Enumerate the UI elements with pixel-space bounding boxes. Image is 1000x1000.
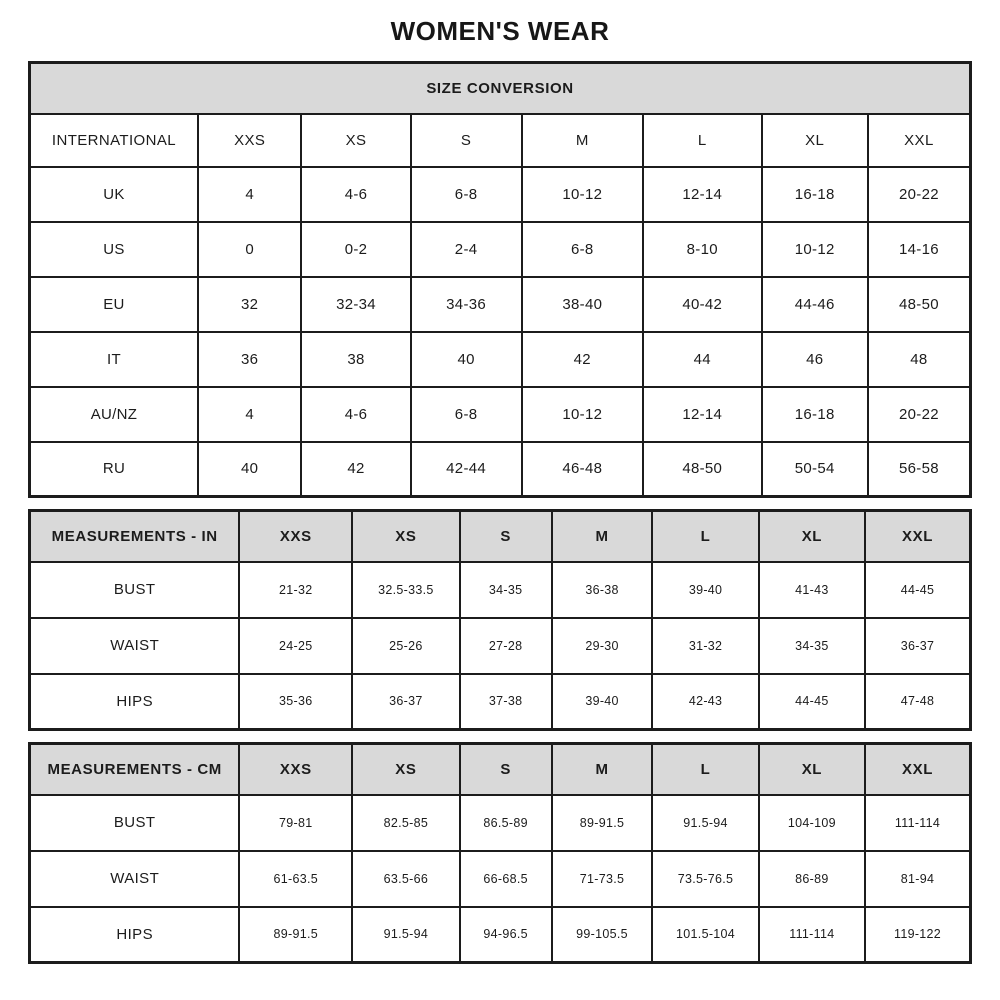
row-label: HIPS xyxy=(30,907,240,963)
size-cell: 42 xyxy=(301,442,410,497)
table-title-row xyxy=(30,63,971,114)
measurement-cell: 34-35 xyxy=(759,618,865,674)
row-label: WAIST xyxy=(30,851,240,907)
measurement-cell: 36-38 xyxy=(552,562,653,618)
measurement-cell: 104-109 xyxy=(759,795,865,851)
measurement-cell: 86-89 xyxy=(759,851,865,907)
measurement-cell: 61-63.5 xyxy=(239,851,352,907)
size-cell: 16-18 xyxy=(762,387,868,442)
size-cell: 10-12 xyxy=(762,222,868,277)
measurement-cell: 39-40 xyxy=(652,562,758,618)
size-cell: 6-8 xyxy=(411,387,522,442)
column-header: XXS xyxy=(198,114,302,167)
size-cell: 32 xyxy=(198,277,302,332)
measurements-cm-title: MEASUREMENTS - CM xyxy=(30,744,240,795)
row-label: HIPS xyxy=(30,674,240,730)
table-row xyxy=(30,442,971,497)
size-cell: 12-14 xyxy=(643,387,762,442)
size-cell: 2-4 xyxy=(411,222,522,277)
column-header: XXL xyxy=(868,114,971,167)
column-header-row xyxy=(30,114,971,167)
column-header: XL xyxy=(762,114,868,167)
size-cell: 20-22 xyxy=(868,387,971,442)
size-cell: 50-54 xyxy=(762,442,868,497)
measurement-cell: 73.5-76.5 xyxy=(652,851,758,907)
measurement-cell: 21-32 xyxy=(239,562,352,618)
row-label: RU xyxy=(30,442,198,497)
size-cell: 42-44 xyxy=(411,442,522,497)
size-cell: 40 xyxy=(411,332,522,387)
measurement-cell: 63.5-66 xyxy=(352,851,459,907)
measurement-cell: 111-114 xyxy=(759,907,865,963)
column-header: L xyxy=(652,511,758,562)
measurements-cm-table xyxy=(28,742,972,964)
size-cell: 4-6 xyxy=(301,167,410,222)
column-header: L xyxy=(652,744,758,795)
table-row xyxy=(30,674,971,730)
measurement-cell: 71-73.5 xyxy=(552,851,653,907)
row-label: BUST xyxy=(30,562,240,618)
column-header: XXL xyxy=(865,744,970,795)
measurement-cell: 41-43 xyxy=(759,562,865,618)
measurement-cell: 91.5-94 xyxy=(352,907,459,963)
table-row xyxy=(30,618,971,674)
row-label: UK xyxy=(30,167,198,222)
column-header: M xyxy=(522,114,643,167)
size-cell: 38-40 xyxy=(522,277,643,332)
measurement-cell: 111-114 xyxy=(865,795,970,851)
measurement-cell: 86.5-89 xyxy=(460,795,552,851)
size-cell: 40-42 xyxy=(643,277,762,332)
size-cell: 14-16 xyxy=(868,222,971,277)
measurement-cell: 36-37 xyxy=(865,618,970,674)
table-row xyxy=(30,387,971,442)
column-header: S xyxy=(460,511,552,562)
column-header: M xyxy=(552,744,653,795)
column-header: XL xyxy=(759,744,865,795)
size-cell: 38 xyxy=(301,332,410,387)
measurement-cell: 39-40 xyxy=(552,674,653,730)
size-cell: 36 xyxy=(198,332,302,387)
measurement-cell: 44-45 xyxy=(865,562,970,618)
size-cell: 48 xyxy=(868,332,971,387)
size-cell: 44 xyxy=(643,332,762,387)
page-title: WOMEN'S WEAR xyxy=(390,16,610,46)
column-header: XXS xyxy=(239,744,352,795)
table-row xyxy=(30,851,971,907)
table-row xyxy=(30,167,971,222)
row-label: EU xyxy=(30,277,198,332)
measurement-cell: 24-25 xyxy=(239,618,352,674)
size-conversion-title: SIZE CONVERSION xyxy=(30,63,971,114)
size-cell: 34-36 xyxy=(411,277,522,332)
measurement-cell: 32.5-33.5 xyxy=(352,562,459,618)
row-label: BUST xyxy=(30,795,240,851)
table-row xyxy=(30,332,971,387)
column-header: L xyxy=(643,114,762,167)
column-header: XXS xyxy=(239,511,352,562)
size-cell: 6-8 xyxy=(411,167,522,222)
measurement-cell: 119-122 xyxy=(865,907,970,963)
size-cell: 16-18 xyxy=(762,167,868,222)
size-cell: 8-10 xyxy=(643,222,762,277)
row-label: IT xyxy=(30,332,198,387)
column-header-row xyxy=(30,511,971,562)
measurement-cell: 66-68.5 xyxy=(460,851,552,907)
size-cell: 46 xyxy=(762,332,868,387)
column-header: XXL xyxy=(865,511,970,562)
size-cell: 0 xyxy=(198,222,302,277)
measurement-cell: 81-94 xyxy=(865,851,970,907)
measurement-cell: 82.5-85 xyxy=(352,795,459,851)
measurement-cell: 91.5-94 xyxy=(652,795,758,851)
measurement-cell: 34-35 xyxy=(460,562,552,618)
measurement-cell: 101.5-104 xyxy=(652,907,758,963)
column-header: M xyxy=(552,511,653,562)
size-cell: 46-48 xyxy=(522,442,643,497)
size-cell: 12-14 xyxy=(643,167,762,222)
measurement-cell: 79-81 xyxy=(239,795,352,851)
measurement-cell: 89-91.5 xyxy=(239,907,352,963)
measurement-cell: 47-48 xyxy=(865,674,970,730)
measurement-cell: 27-28 xyxy=(460,618,552,674)
size-cell: 4 xyxy=(198,167,302,222)
measurement-cell: 25-26 xyxy=(352,618,459,674)
size-cell: 48-50 xyxy=(868,277,971,332)
column-header: XL xyxy=(759,511,865,562)
column-header: XS xyxy=(352,744,459,795)
measurement-cell: 89-91.5 xyxy=(552,795,653,851)
size-cell: 44-46 xyxy=(762,277,868,332)
measurements-in-table xyxy=(28,509,972,731)
measurement-cell: 36-37 xyxy=(352,674,459,730)
size-cell: 10-12 xyxy=(522,387,643,442)
size-cell: 56-58 xyxy=(868,442,971,497)
table-row xyxy=(30,277,971,332)
row-label: WAIST xyxy=(30,618,240,674)
size-cell: 0-2 xyxy=(301,222,410,277)
size-cell: 6-8 xyxy=(522,222,643,277)
column-header-row xyxy=(30,744,971,795)
measurement-cell: 99-105.5 xyxy=(552,907,653,963)
column-header: XS xyxy=(352,511,459,562)
measurement-cell: 44-45 xyxy=(759,674,865,730)
column-header: S xyxy=(460,744,552,795)
measurement-cell: 29-30 xyxy=(552,618,653,674)
measurement-cell: 35-36 xyxy=(239,674,352,730)
table-row xyxy=(30,907,971,963)
row-label: US xyxy=(30,222,198,277)
size-cell: 48-50 xyxy=(643,442,762,497)
size-cell: 32-34 xyxy=(301,277,410,332)
size-cell: 20-22 xyxy=(868,167,971,222)
size-cell: 4 xyxy=(198,387,302,442)
table-row xyxy=(30,222,971,277)
size-conversion-table xyxy=(28,61,972,498)
column-header: INTERNATIONAL xyxy=(30,114,198,167)
size-cell: 10-12 xyxy=(522,167,643,222)
measurement-cell: 42-43 xyxy=(652,674,758,730)
column-header: XS xyxy=(301,114,410,167)
size-cell: 4-6 xyxy=(301,387,410,442)
measurement-cell: 94-96.5 xyxy=(460,907,552,963)
table-row xyxy=(30,795,971,851)
table-row xyxy=(30,562,971,618)
size-cell: 40 xyxy=(198,442,302,497)
measurement-cell: 37-38 xyxy=(460,674,552,730)
measurements-in-title: MEASUREMENTS - IN xyxy=(30,511,240,562)
row-label: AU/NZ xyxy=(30,387,198,442)
size-cell: 42 xyxy=(522,332,643,387)
measurement-cell: 31-32 xyxy=(652,618,758,674)
column-header: S xyxy=(411,114,522,167)
